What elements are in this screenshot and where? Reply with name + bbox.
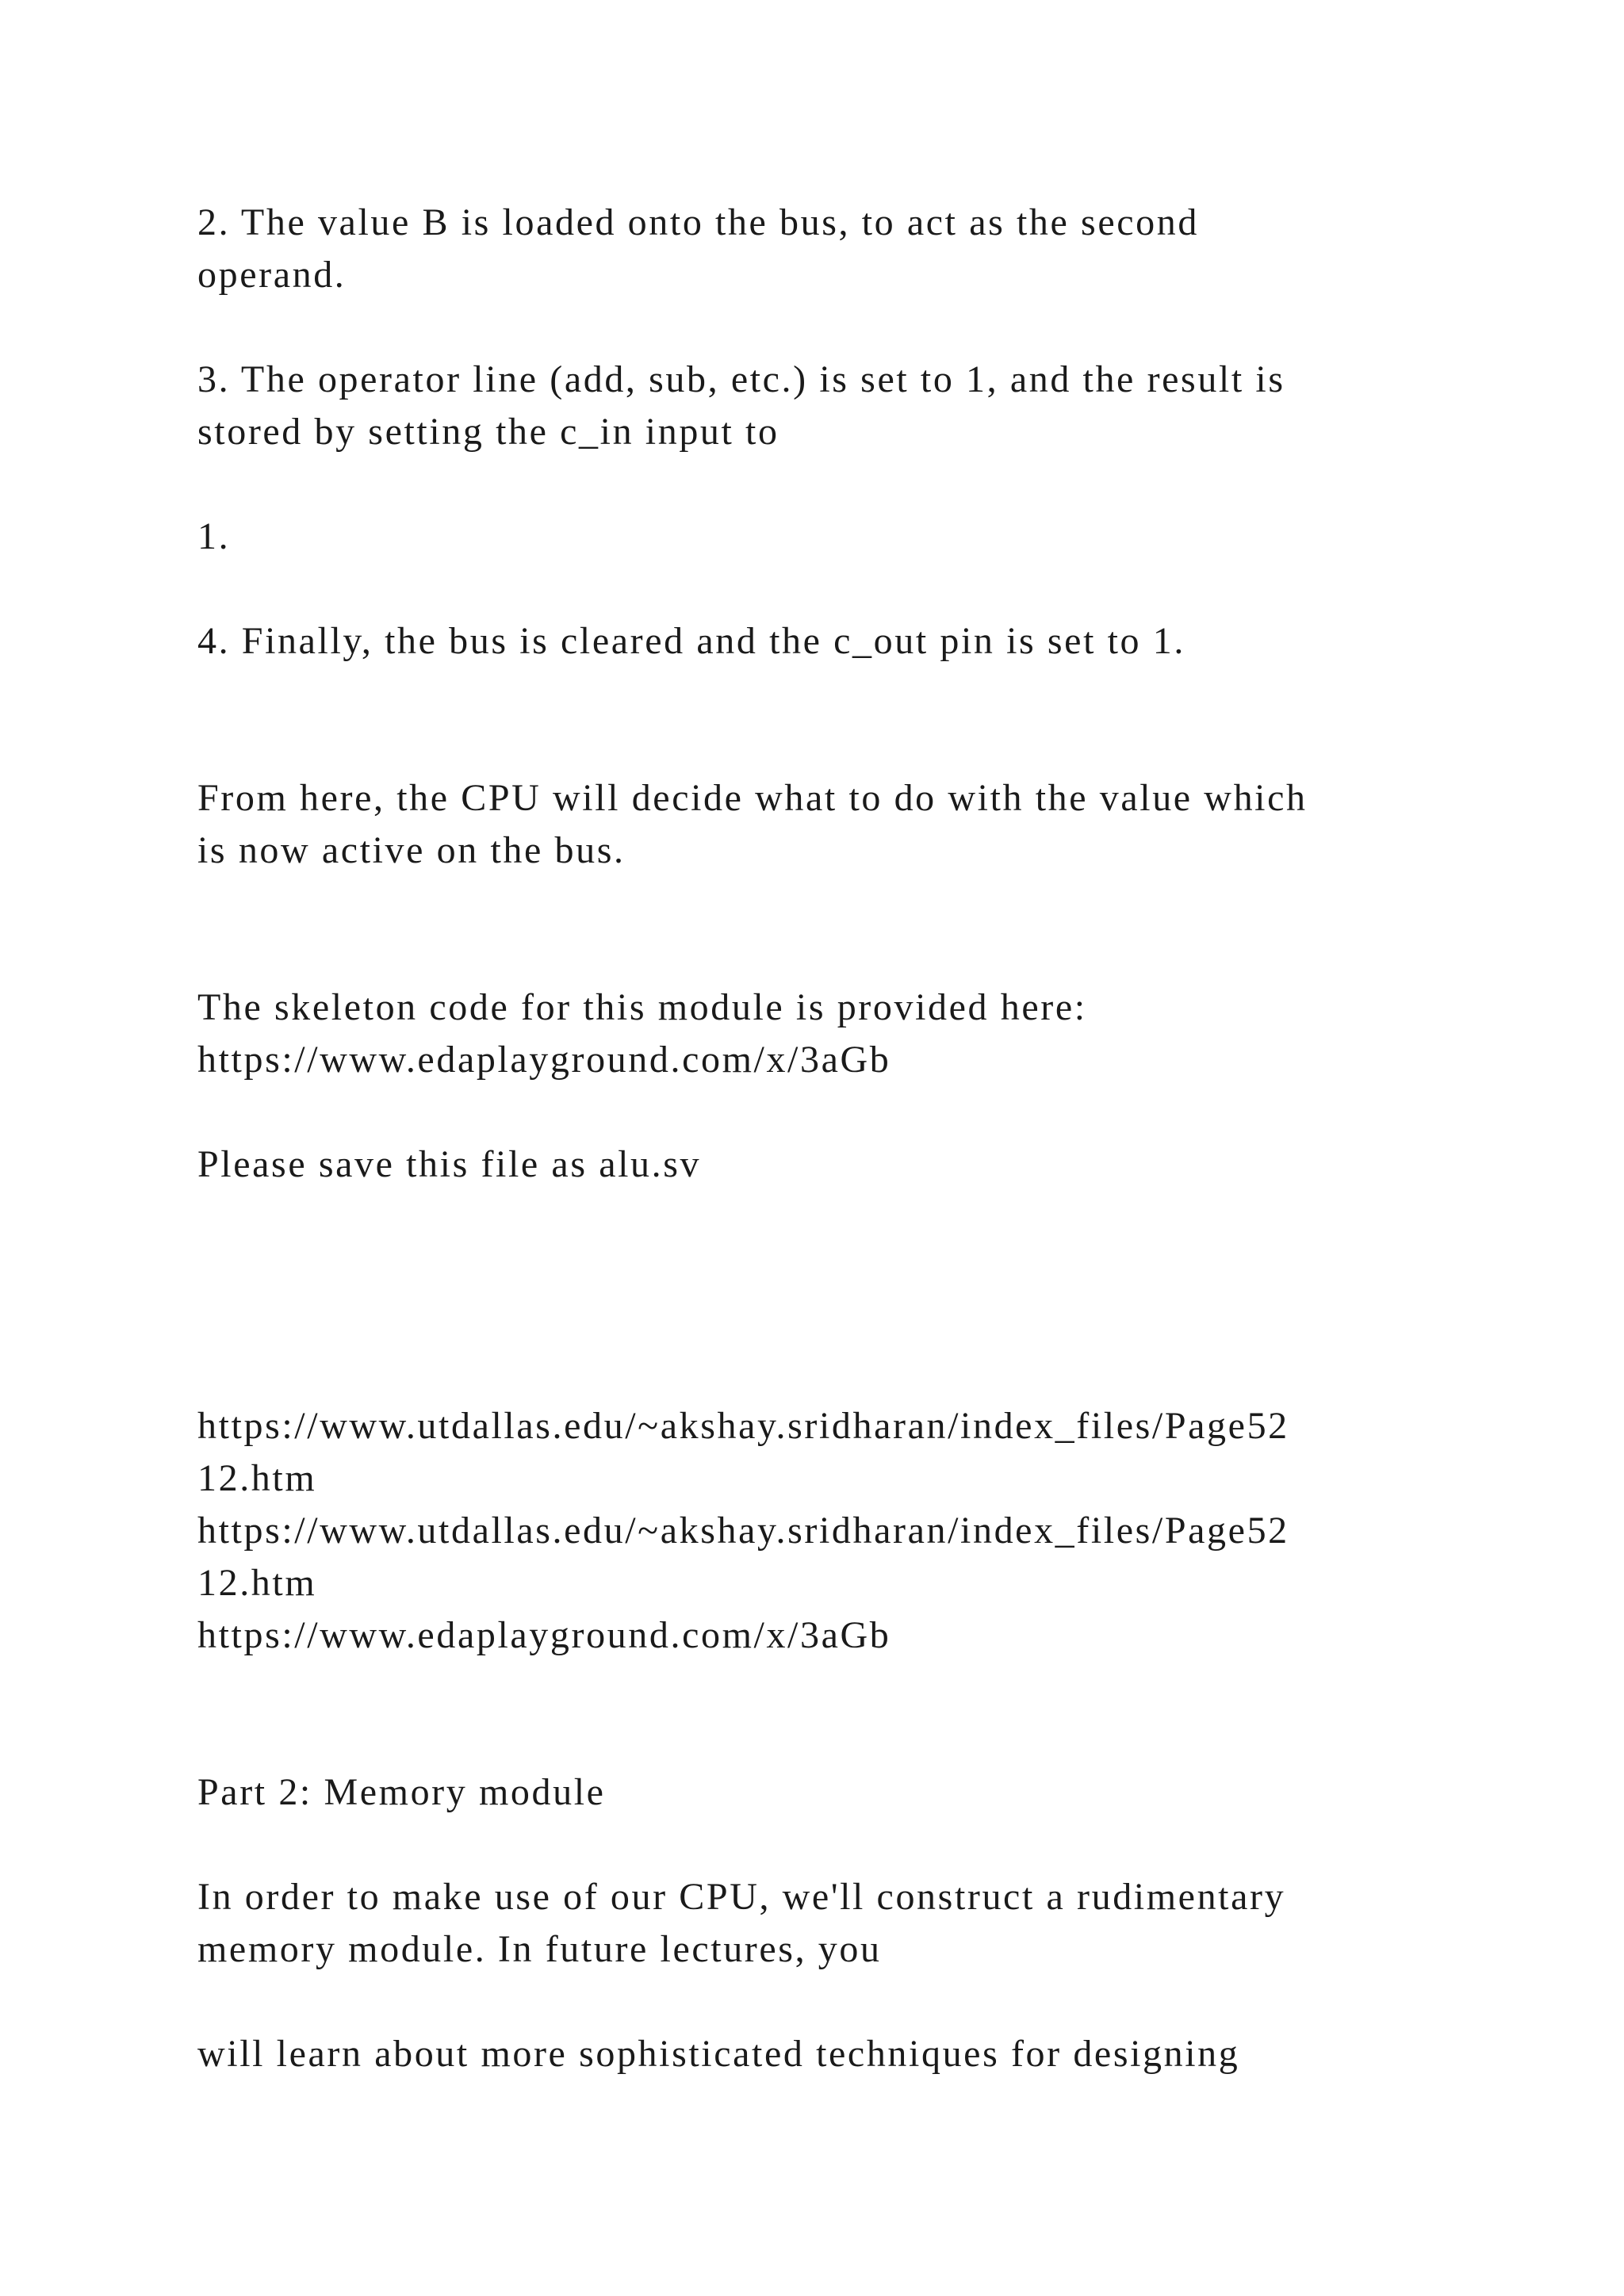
cpu-paragraph-line-2: is now active on the bus.	[197, 829, 626, 871]
memory-paragraph-line-2: memory module. In future lectures, you	[197, 1928, 882, 1970]
reference-link-2-line-2[interactable]: 12.htm	[197, 1562, 317, 1604]
reference-link-2-line-1[interactable]: https://www.utdallas.edu/~akshay.sridharan/index_files/Page52	[197, 1510, 1289, 1552]
part-2-heading: Part 2: Memory module	[197, 1771, 606, 1813]
reference-link-3[interactable]: https://www.edaplayground.com/x/3aGb	[197, 1614, 891, 1656]
reference-link-1-line-2[interactable]: 12.htm	[197, 1457, 317, 1499]
step-3-continuation: 1.	[197, 515, 231, 557]
step-3-line-2: stored by setting the c_in input to	[197, 411, 779, 453]
memory-paragraph-line-3: will learn about more sophisticated techniques for designing	[197, 2033, 1240, 2075]
skeleton-code-link[interactable]: https://www.edaplayground.com/x/3aGb	[197, 1039, 891, 1081]
memory-paragraph-line-1: In order to make use of our CPU, we'll construct a rudimentary	[197, 1876, 1286, 1918]
step-3-line-1: 3. The operator line (add, sub, etc.) is set to 1, and the result is	[197, 358, 1285, 400]
reference-link-1-line-1[interactable]: https://www.utdallas.edu/~akshay.sridharan/index_files/Page52	[197, 1405, 1289, 1447]
skeleton-code-line: The skeleton code for this module is provided here:	[197, 986, 1087, 1028]
step-4-line: 4. Finally, the bus is cleared and the c_out pin is set to 1.	[197, 620, 1185, 662]
step-2-line-1: 2. The value B is loaded onto the bus, to act as the second	[197, 201, 1199, 243]
cpu-paragraph-line-1: From here, the CPU will decide what to do with the value which	[197, 777, 1308, 819]
save-file-line: Please save this file as alu.sv	[197, 1143, 702, 1185]
step-2-line-2: operand.	[197, 254, 347, 296]
